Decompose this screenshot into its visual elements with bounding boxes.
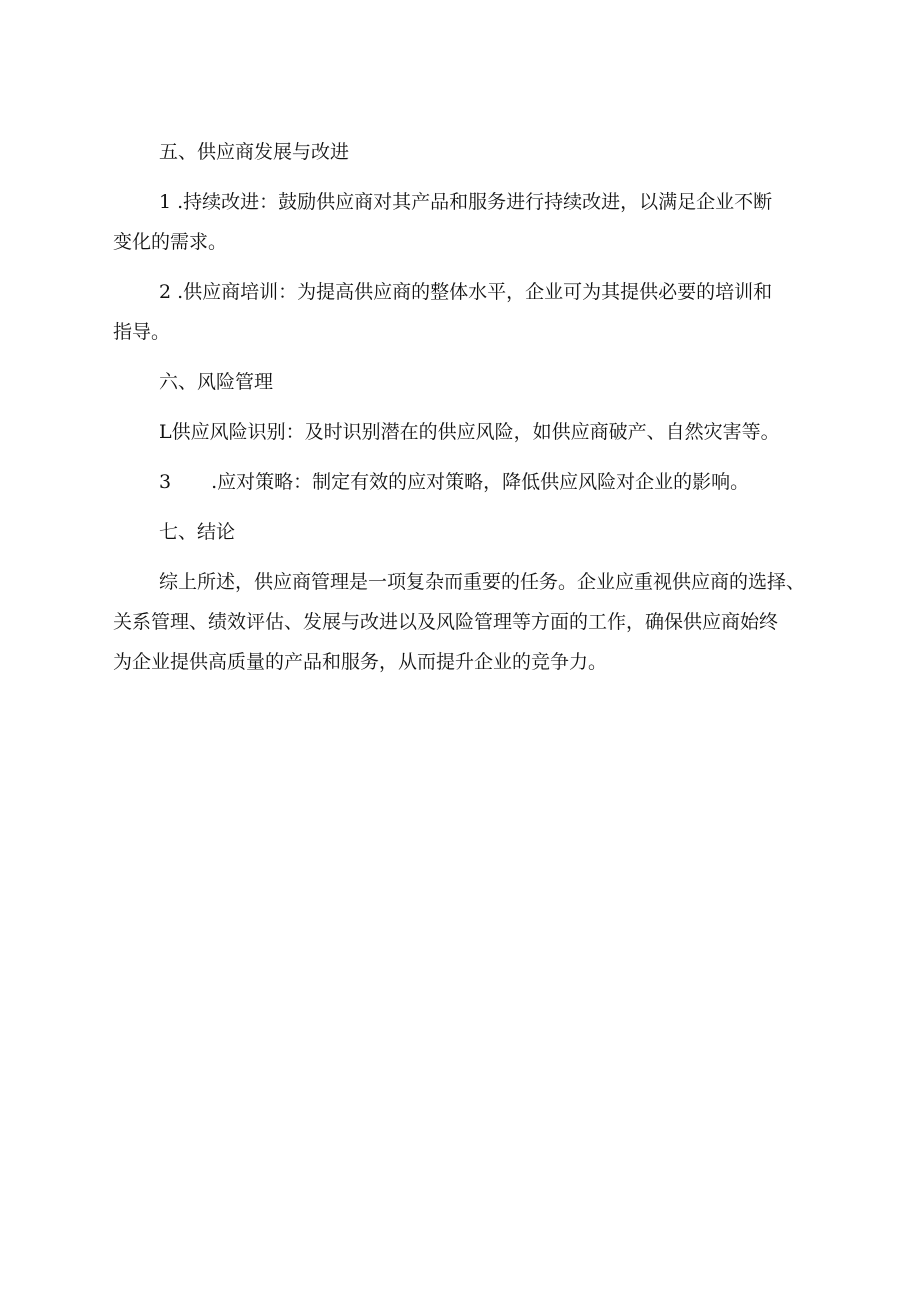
section-heading-conclusion: 七、结论 (159, 521, 236, 543)
section-heading-risk-management: 六、风险管理 (159, 371, 274, 393)
paragraph-response-strategy (113, 462, 823, 502)
paragraph-continuous-improvement (113, 182, 823, 262)
paragraph-line: 为企业提供高质量的产品和服务，从而提升企业的竞争力。 (113, 651, 608, 673)
document-body (113, 132, 823, 692)
paragraph-line: 变化的需求。 (113, 231, 228, 253)
section-heading-supplier-development: 五、供应商发展与改进 (159, 141, 350, 163)
paragraph-line: 2 .供应商培训：为提高供应商的整体水平，企业可为其提供必要的培训和 (159, 281, 773, 303)
paragraph-line: 指导。 (113, 321, 171, 343)
paragraph-text: .应对策略：制定有效的应对策略，降低供应风险对企业的影响。 (211, 471, 750, 493)
paragraph-line: 关系管理、绩效评估、发展与改进以及风险管理等方面的工作，确保供应商始终 (113, 611, 779, 633)
paragraph-supplier-training (113, 272, 823, 352)
paragraph-risk-identification: L供应风险识别：及时识别潜在的供应风险，如供应商破产、自然灾害等。 (159, 421, 780, 443)
paragraph-line: 综上所述，供应商管理是一项复杂而重要的任务。企业应重视供应商的选择、 (159, 571, 806, 593)
paragraph-line: 1 .持续改进：鼓励供应商对其产品和服务进行持续改进，以满足企业不断 (159, 191, 773, 213)
list-number: 3 (159, 471, 172, 493)
paragraph-conclusion (113, 562, 823, 682)
